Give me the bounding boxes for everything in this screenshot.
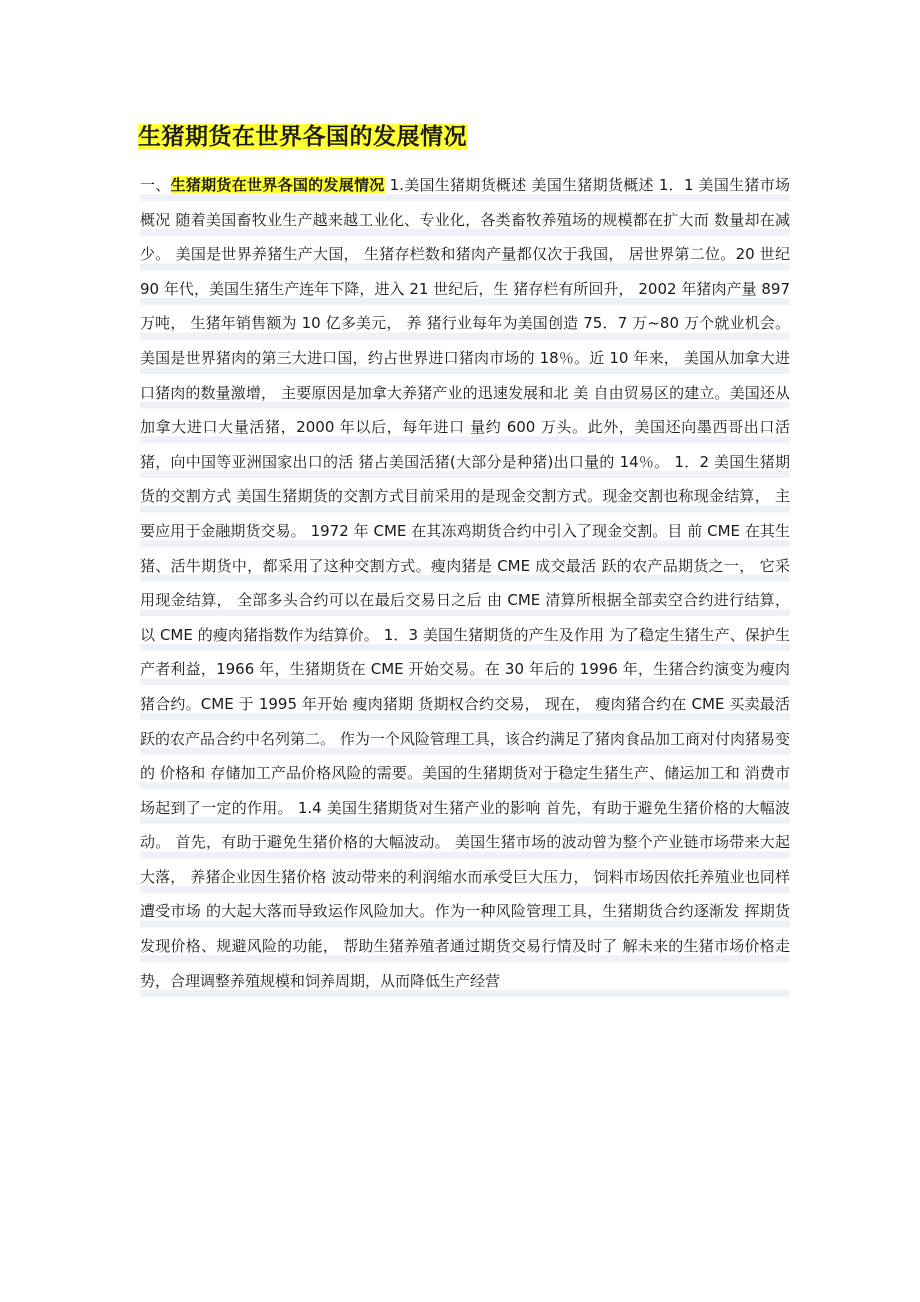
section-heading-highlight: 生猪期货在世界各国的发展情况 (170, 176, 385, 194)
body-paragraph (140, 168, 790, 998)
document-title (138, 118, 467, 156)
section-number: 一、 (140, 176, 171, 194)
paragraph-body-text: 1.美国生猪期货概述 美国生猪期货概述 1．1 美国生猪市场概况 随着美国畜牧业生产越来越工业化、专业化，各类畜牧养殖场的规模都在扩大而 数量却在减少。 美国是世界养猪生产大国， 生猪存栏数和猪肉产量都仅次于我国， 居世界第二位。20 世纪 90 年代，美国生猪生产连年下降，进入 21 世纪后，生 猪存栏有所回升， 2002 年猪肉产量 897 万吨， 生猪年销售额为 10 亿多美元， 养 猪行业每年为美国创造 75．7 万~80 万个就业机会。 美国是世界猪肉的第三大进口国，约占世界进口猪肉市场的 18％。近 10 年来， 美国从加拿大进口猪肉的数量激增， 主要原因是加拿大养猪产业的迅速发展和北 美 自由贸易区的建立。美国还从加拿大进口大量活猪，2000 年以后，每年进口 量约 600 万头。此外，美国还向墨西哥出口活猪，向中国等亚洲国家出口的活 猪占美国活猪(大部分是种猪)出口量的 14％。 1．2 美国生猪期货的交割方式 美国生猪期货的交割方式目前采用的是现金交割方式。现金交割也称现金结算， 主要应用于金融期货交易。 1972 年 CME 在其冻鸡期货合约中引入了现金交割。目 前 CME 在其生猪、活牛期货中，都采用了这种交割方式。瘦肉猪是 CME 成交最活 跃的农产品期货之一， 它采用现金结算， 全部多头合约可以在最后交易日之后 由 CME 清算所根据全部卖空合约进行结算，以 CME 的瘦肉猪指数作为结算价。 1．3 美国生猪期货的产生及作用 为了稳定生猪生产、保护生产者利益，1966 年，生猪期货在 CME 开始交易。在 30 年后的 1996 年，生猪合约演变为瘦肉猪合约。CME 于 1995 年开始 瘦肉猪期 货期权合约交易， 现在， 瘦肉猪合约在 CME 买卖最活跃的农产品合约中名列第二。 作为一个风险管理工具，该合约满足了猪肉食品加工商对付肉猪易变的 价格和 存储加工产品价格风险的需要。美国的生猪期货对于稳定生猪生产、储运加工和 消费市场起到了一定的作用。 1.4 美国生猪期货对生猪产业的影响 首先，有助于避免生猪价格的大幅波动。 首先，有助于避免生猪价格的大幅波动。 美国生猪市场的波动曾为整个产业链市场带来大起大落， 养猪企业因生猪价格 波动带来的利润缩水而承受巨大压力， 饲料市场因依托养殖业也同样遭受市场 的大起大落而导致运作风险加大。作为一种风险管理工具，生猪期货合约逐渐发 挥期货发现价格、规避风险的功能， 帮助生猪养殖者通过期货交易行情及时了 解未来的生猪市场价格走势，合理调整养殖规模和饲养周期，从而降低生产经营 (140, 176, 790, 990)
title-highlight: 生猪期货在世界各国的发展情况 (138, 124, 467, 150)
